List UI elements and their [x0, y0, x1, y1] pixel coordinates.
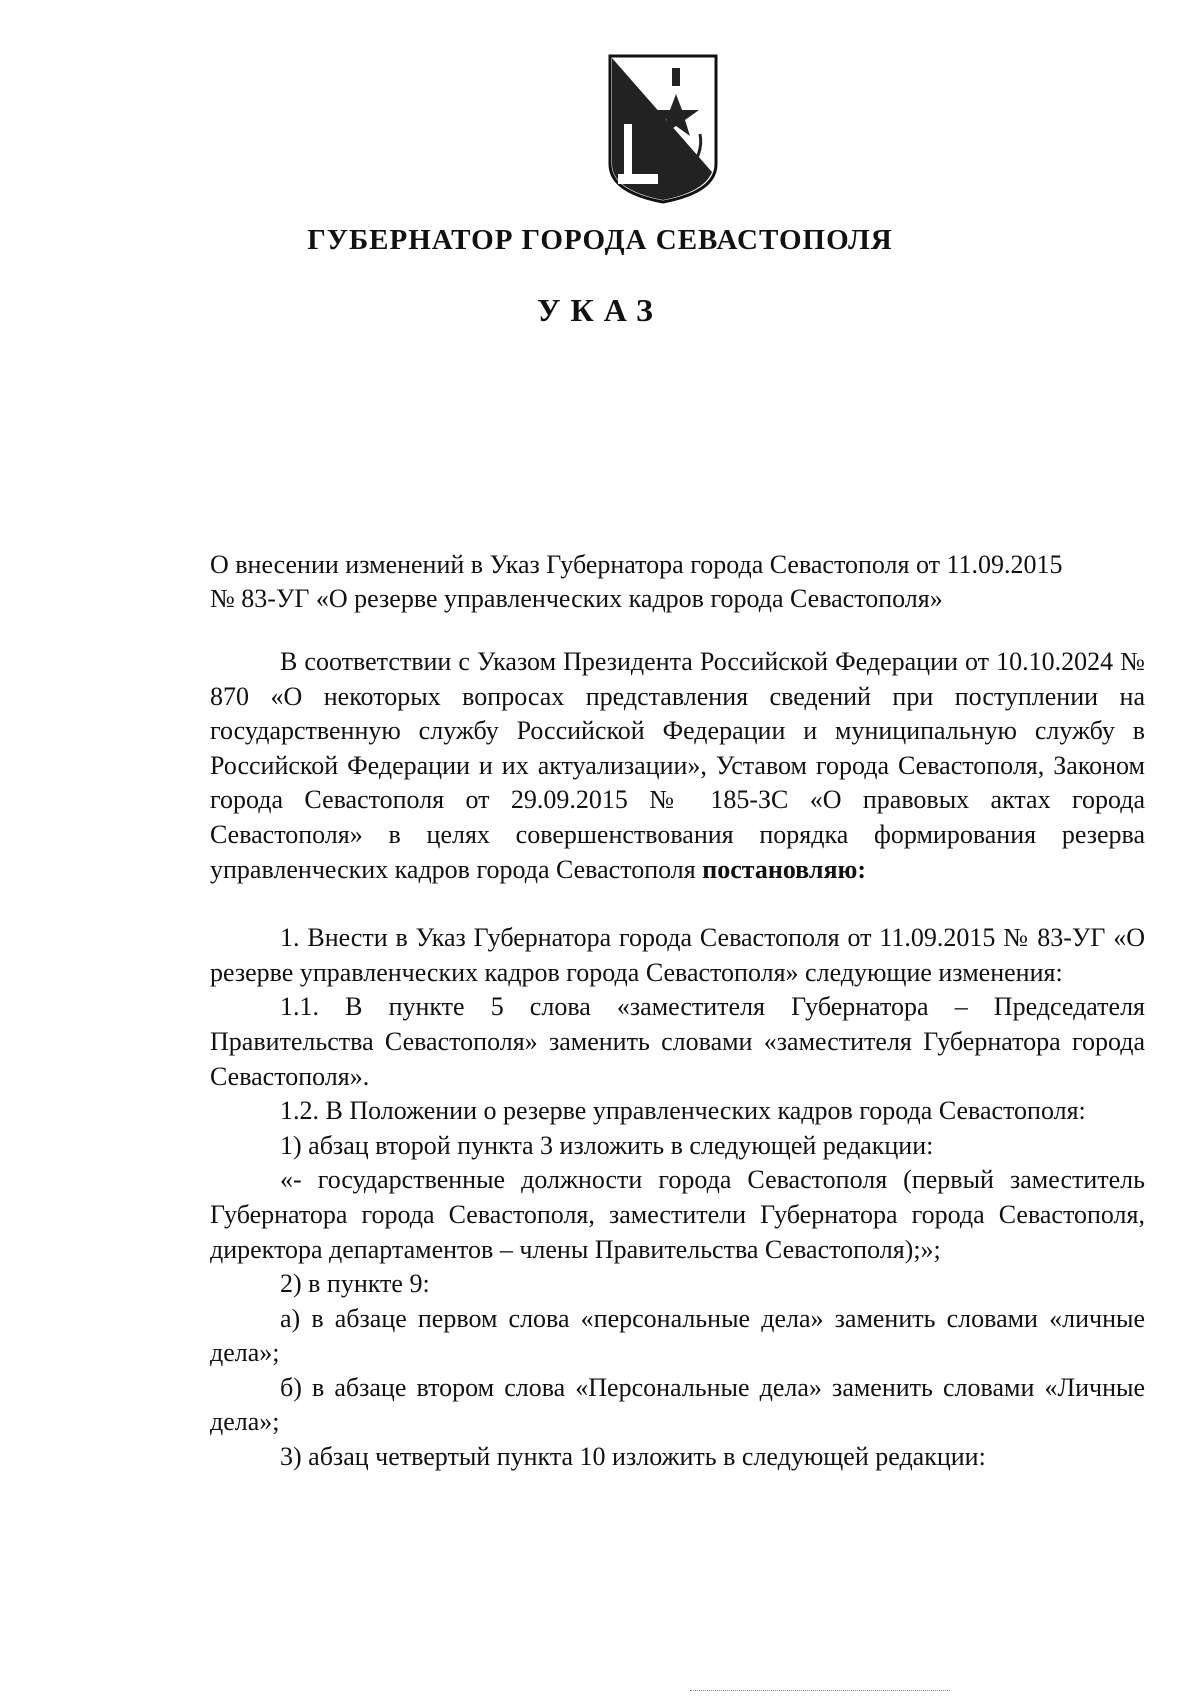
item-paragraph: 1.1. В пункте 5 слова «заместителя Губернатора – Председателя Правительства Севастополя» заменить словами «заместителя Губернатора города Севастополя».: [210, 992, 1145, 1091]
decree-title-line: № 83-УГ «О резерве управленческих кадров города Севастополя»: [210, 584, 943, 613]
decree-title-line: О внесении изменений в Указ Губернатора города Севастополя от 11.09.2015: [210, 550, 1063, 579]
sevastopol-coat-of-arms-emblem: [604, 54, 722, 204]
decree-body: [210, 645, 1145, 1475]
scan-artifact-line: [690, 1690, 950, 1697]
item-paragraph: 1.2. В Положении о резерве управленческих кадров города Севастополя:: [280, 1096, 1086, 1126]
decree-word: постановляю:: [702, 854, 867, 884]
item-paragraph: а) в абзаце первом слова «персональные дела» заменить словами «личные дела»;: [210, 1303, 1145, 1368]
item-paragraph: б) в абзаце втором слова «Персональные дела» заменить словами «Личные дела»;: [210, 1372, 1145, 1437]
item-paragraph: 1) абзац второй пункта 3 изложить в следующей редакции:: [280, 1130, 934, 1160]
preamble-text: В соответствии с Указом Президента Российской Федерации от 10.10.2024 № 870 «О некоторых вопросах представления сведений при поступлении на государственную службу Российской Федерации и муниципальную службу в Российской Федерации и их актуализации», Уставом города Севастополя, Законом города Севастополя от 29.09.2015 № 185-ЗС «О правовых актах города Севастополя» в целях совершенствования порядка формирования резерва управленческих кадров города Севастополя: [210, 647, 1145, 884]
item-paragraph: 3) абзац четвертый пункта 10 изложить в следующей редакции:: [280, 1442, 986, 1472]
item-paragraph: 1. Внести в Указ Губернатора города Севастополя от 11.09.2015 № 83-УГ «О резерве управленческих кадров города Севастополя» следующие изменения:: [210, 923, 1145, 987]
decree-title: [210, 548, 1145, 616]
item-paragraph: «- государственные должности города Севастополя (первый заместитель Губернатора города Севастополя, заместители Губернатора города Севастополя, директора департаментов – члены Правительства Севастополя);»;: [210, 1165, 1145, 1264]
item-paragraph: 2) в пункте 9:: [280, 1269, 430, 1299]
issuer-heading: ГУБЕРНАТОР ГОРОДА СЕВАСТОПОЛЯ: [307, 224, 893, 256]
document-type-heading: УКАЗ: [537, 292, 663, 328]
preamble-paragraph: [210, 645, 1145, 887]
